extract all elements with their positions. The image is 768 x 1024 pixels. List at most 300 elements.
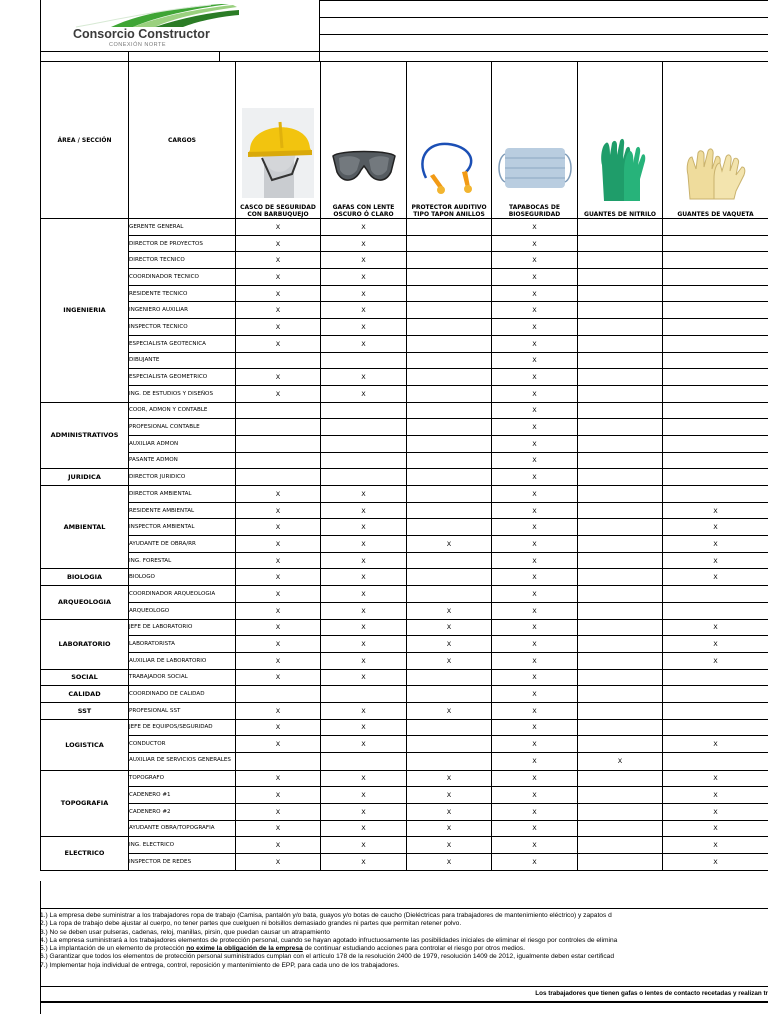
ppe-mark-cell: [578, 252, 663, 269]
cargo-cell: BIOLOGO: [129, 569, 236, 586]
table-row: [41, 319, 768, 336]
ppe-mark-cell: [407, 586, 492, 603]
ppe-mark-cell: X: [321, 536, 407, 553]
table-row: [41, 702, 768, 719]
ppe-mark-cell: [663, 335, 768, 352]
ppe-mark-cell: [321, 352, 407, 369]
ppe-mark-cell: X: [321, 319, 407, 336]
ppe-mark-cell: X: [236, 636, 321, 653]
table-row: [41, 219, 768, 236]
ppe-mark-cell: [663, 419, 768, 436]
ppe-mark-cell: X: [321, 302, 407, 319]
ppe-mark-cell: [236, 452, 321, 469]
ppe-mark-cell: [578, 486, 663, 503]
ppe-mark-cell: [663, 435, 768, 452]
ppe-mark-cell: [663, 385, 768, 402]
ppe-mark-cell: [407, 569, 492, 586]
ppe-mark-cell: [663, 285, 768, 302]
cargo-cell: CONDUCTOR: [129, 736, 236, 753]
ppe-mark-cell: X: [236, 269, 321, 286]
table-row: [41, 619, 768, 636]
area-cell: TOPOGRAFIA: [41, 770, 129, 837]
ppe-mark-cell: X: [492, 719, 578, 736]
ppe-mark-cell: [578, 385, 663, 402]
col-cargos-header: CARGOS: [129, 62, 236, 219]
ppe-mark-cell: X: [492, 753, 578, 771]
ppe-mark-cell: X: [492, 536, 578, 553]
ppe-mark-cell: X: [492, 385, 578, 402]
cargo-cell: AUXILIAR ADMON: [129, 435, 236, 452]
ppe-mark-cell: X: [321, 719, 407, 736]
ppe-mark-cell: [578, 235, 663, 252]
ppe-mark-cell: X: [321, 269, 407, 286]
header-line: [320, 51, 768, 52]
ppe-mark-cell: [407, 219, 492, 236]
ppe-mark-cell: [407, 502, 492, 519]
ppe-mark-cell: [578, 669, 663, 686]
notes-spacer: [40, 881, 768, 909]
ppe-matrix-table: [40, 61, 768, 871]
leather-gloves-icon: [680, 145, 752, 205]
ppe-mark-cell: [578, 702, 663, 719]
ppe-mark-cell: X: [321, 552, 407, 569]
ppe-mark-cell: X: [236, 285, 321, 302]
ppe-mark-cell: X: [321, 502, 407, 519]
cargo-cell: COORDINADOR TECNICO: [129, 269, 236, 286]
ppe-mark-cell: X: [236, 486, 321, 503]
cargo-cell: JEFE DE EQUIPOS/SEGURIDAD: [129, 719, 236, 736]
cargo-cell: AUXILIAR DE SERVICIOS GENERALES: [129, 753, 236, 771]
ppe-mark-cell: X: [236, 235, 321, 252]
col-ppe-header: [578, 62, 663, 219]
ppe-mark-cell: X: [236, 803, 321, 820]
ppe-mark-cell: X: [236, 669, 321, 686]
face-mask-icon: [497, 138, 573, 198]
ppe-mark-cell: X: [407, 652, 492, 669]
ppe-mark-cell: X: [492, 435, 578, 452]
logo-under-cells: [40, 52, 320, 61]
area-cell: BIOLOGIA: [41, 569, 129, 586]
col-ppe-header: [492, 62, 578, 219]
company-name: Consorcio Constructor: [73, 27, 210, 41]
ppe-mark-cell: [407, 669, 492, 686]
ppe-mark-cell: X: [236, 736, 321, 753]
ppe-mark-cell: [578, 419, 663, 436]
ppe-label-mask: TAPABOCAS DE BIOSEGURIDAD: [508, 203, 561, 218]
ppe-mark-cell: X: [236, 820, 321, 837]
ppe-mark-cell: [236, 435, 321, 452]
ppe-mark-cell: X: [492, 519, 578, 536]
ppe-mark-cell: X: [663, 552, 768, 569]
area-cell: ARQUEOLOGIA: [41, 586, 129, 619]
cargo-cell: CADENERO #1: [129, 787, 236, 804]
ppe-mark-cell: [578, 469, 663, 486]
ppe-mark-cell: [407, 452, 492, 469]
ppe-mark-cell: X: [492, 736, 578, 753]
ppe-mark-cell: [663, 486, 768, 503]
ppe-mark-cell: X: [492, 669, 578, 686]
ppe-mark-cell: X: [321, 669, 407, 686]
company-subtitle: CONEXIÓN NORTE: [109, 42, 167, 48]
area-cell: INGENIERIA: [41, 219, 129, 403]
ppe-mark-cell: [578, 285, 663, 302]
ppe-label-helmet: CASCO DE SEGURIDAD CON BARBUQUEJO: [240, 203, 316, 218]
ppe-mark-cell: [407, 285, 492, 302]
cargo-cell: PROFESIONAL CONTABLE: [129, 419, 236, 436]
ppe-mark-cell: [578, 853, 663, 870]
ppe-mark-cell: [663, 602, 768, 619]
ppe-mark-cell: X: [321, 820, 407, 837]
note-6: 6.) Garantizar que todos los elementos de protección personal suministrados cumplan con el artículo 178 de la resolución 2400 de 1979, resolución 1409 de 2012, igualmente deben estar certificad: [40, 953, 615, 961]
ppe-mark-cell: X: [321, 486, 407, 503]
ppe-mark-cell: X: [321, 619, 407, 636]
ppe-mark-cell: X: [492, 837, 578, 854]
ppe-mark-cell: [663, 319, 768, 336]
table-row: [41, 770, 768, 787]
table-row: [41, 552, 768, 569]
cargo-cell: DIRECTOR JURIDICO: [129, 469, 236, 486]
ppe-mark-cell: X: [492, 787, 578, 804]
ppe-mark-cell: [407, 252, 492, 269]
ppe-mark-cell: [321, 419, 407, 436]
table-row: [41, 235, 768, 252]
ppe-mark-cell: X: [236, 719, 321, 736]
cargo-cell: DIRECTOR AMBIENTAL: [129, 486, 236, 503]
ppe-mark-cell: X: [236, 385, 321, 402]
area-cell: CALIDAD: [41, 686, 129, 703]
cargo-cell: ING. DE ESTUDIOS Y DISEÑOS: [129, 385, 236, 402]
ppe-mark-cell: [578, 602, 663, 619]
ppe-mark-cell: X: [321, 335, 407, 352]
ppe-mark-cell: [578, 435, 663, 452]
note-4: 4.) La empresa suministrará a los trabajadores elementos de protección personal, cuando se hayan agotado infructuosamente las posibilidades iniciales de eliminar el riesgo por controles de elimina: [40, 936, 618, 944]
cargo-cell: GERENTE GENERAL: [129, 219, 236, 236]
table-row: [41, 602, 768, 619]
cargo-cell: COOR, ADMON Y CONTABLE: [129, 402, 236, 419]
ppe-mark-cell: X: [663, 569, 768, 586]
cargo-cell: INSPECTOR TECNICO: [129, 319, 236, 336]
col-ppe-header: [663, 62, 768, 219]
ppe-mark-cell: X: [321, 235, 407, 252]
ppe-mark-cell: [663, 452, 768, 469]
ppe-mark-cell: X: [492, 319, 578, 336]
ppe-mark-cell: [578, 820, 663, 837]
cargo-cell: PROFESIONAL SST: [129, 702, 236, 719]
header-line: [320, 34, 768, 35]
table-row: [41, 803, 768, 820]
ppe-mark-cell: X: [236, 770, 321, 787]
ppe-mark-cell: X: [321, 770, 407, 787]
ppe-mark-cell: [407, 319, 492, 336]
ppe-mark-cell: X: [236, 652, 321, 669]
ppe-mark-cell: X: [407, 820, 492, 837]
ppe-mark-cell: [578, 770, 663, 787]
ppe-mark-cell: [578, 803, 663, 820]
ppe-mark-cell: [407, 369, 492, 386]
ppe-mark-cell: [407, 469, 492, 486]
ppe-mark-cell: X: [492, 252, 578, 269]
ppe-mark-cell: X: [663, 853, 768, 870]
ppe-mark-cell: X: [492, 619, 578, 636]
note-1: 1.) La empresa debe suministrar a los trabajadores ropa de trabajo (Camisa, pantalón y/o bata, guayos y/o botas de caucho (Dieléctricas para trabajadores de mantenimiento eléctrico) y zapatos d: [40, 912, 612, 919]
table-row: [41, 536, 768, 553]
ppe-mark-cell: X: [321, 285, 407, 302]
table-row: [41, 636, 768, 653]
ppe-mark-cell: X: [321, 652, 407, 669]
ppe-mark-cell: [407, 402, 492, 419]
ppe-mark-cell: X: [663, 787, 768, 804]
area-cell: ADMINISTRATIVOS: [41, 402, 129, 469]
ppe-mark-cell: X: [407, 787, 492, 804]
ppe-mark-cell: [578, 586, 663, 603]
cargo-cell: COORDINADO DE CALIDAD: [129, 686, 236, 703]
ppe-mark-cell: [663, 269, 768, 286]
ppe-mark-cell: [321, 686, 407, 703]
cargo-cell: TRABAJADOR SOCIAL: [129, 669, 236, 686]
ppe-mark-cell: [578, 652, 663, 669]
ppe-mark-cell: X: [492, 636, 578, 653]
area-cell: LOGISTICA: [41, 719, 129, 770]
ppe-mark-cell: X: [492, 686, 578, 703]
ppe-mark-cell: X: [236, 586, 321, 603]
cargo-cell: PASANTE ADMON: [129, 452, 236, 469]
cargo-cell: LABORATORISTA: [129, 636, 236, 653]
cargo-cell: DIRECTOR TECNICO: [129, 252, 236, 269]
table-row: [41, 787, 768, 804]
table-row: [41, 652, 768, 669]
ppe-mark-cell: X: [492, 402, 578, 419]
ppe-mark-cell: [663, 586, 768, 603]
document-header: [40, 0, 768, 61]
ppe-mark-cell: [663, 352, 768, 369]
ppe-mark-cell: [578, 402, 663, 419]
area-cell: SOCIAL: [41, 669, 129, 686]
ppe-mark-cell: [578, 452, 663, 469]
ppe-mark-cell: X: [492, 452, 578, 469]
ppe-mark-cell: X: [236, 219, 321, 236]
ppe-mark-cell: [407, 352, 492, 369]
ppe-mark-cell: [663, 402, 768, 419]
ppe-mark-cell: X: [321, 636, 407, 653]
table-row: [41, 269, 768, 286]
ppe-mark-cell: X: [407, 636, 492, 653]
table-row: [41, 486, 768, 503]
ppe-label-leather: GUANTES DE VAQUETA: [677, 210, 754, 218]
ppe-mark-cell: [663, 369, 768, 386]
table-row: [41, 569, 768, 586]
table-row: [41, 669, 768, 686]
table-row: [41, 452, 768, 469]
ppe-mark-cell: X: [663, 820, 768, 837]
ppe-mark-cell: [236, 686, 321, 703]
cargo-cell: INGENIERO AUXILIAR: [129, 302, 236, 319]
ppe-mark-cell: X: [492, 652, 578, 669]
ppe-mark-cell: [407, 736, 492, 753]
ppe-mark-cell: X: [492, 352, 578, 369]
table-row: [41, 502, 768, 519]
ppe-mark-cell: [407, 335, 492, 352]
ppe-mark-cell: [407, 269, 492, 286]
ppe-mark-cell: [578, 719, 663, 736]
ppe-mark-cell: X: [492, 803, 578, 820]
ppe-mark-cell: X: [236, 519, 321, 536]
ppe-mark-cell: X: [663, 502, 768, 519]
cargo-cell: RESIDENTE AMBIENTAL: [129, 502, 236, 519]
col-ppe-header: [236, 62, 321, 219]
ppe-mark-cell: X: [236, 319, 321, 336]
cargo-cell: COORDINADOR ARQUEOLOGIA: [129, 586, 236, 603]
ppe-mark-cell: X: [321, 369, 407, 386]
table-row: [41, 402, 768, 419]
col-area-header: ÁREA / SECCIÓN: [41, 62, 129, 219]
area-cell: SST: [41, 702, 129, 719]
cargo-cell: DIRECTOR DE PROYECTOS: [129, 235, 236, 252]
ppe-mark-cell: [663, 252, 768, 269]
cargo-cell: INSPECTOR DE REDES: [129, 853, 236, 870]
ppe-mark-cell: X: [663, 536, 768, 553]
ppe-mark-cell: [578, 502, 663, 519]
cargo-cell: ING. FORESTAL: [129, 552, 236, 569]
ppe-mark-cell: X: [321, 519, 407, 536]
ppe-mark-cell: X: [663, 652, 768, 669]
table-row: [41, 586, 768, 603]
cargo-cell: DIBUJANTE: [129, 352, 236, 369]
ppe-mark-cell: X: [492, 586, 578, 603]
ppe-mark-cell: X: [663, 619, 768, 636]
ppe-mark-cell: X: [492, 702, 578, 719]
ppe-mark-cell: X: [492, 469, 578, 486]
ppe-mark-cell: X: [407, 602, 492, 619]
ppe-mark-cell: X: [407, 837, 492, 854]
logo-cell: [40, 0, 320, 52]
ppe-mark-cell: X: [492, 486, 578, 503]
ppe-mark-cell: [321, 753, 407, 771]
ppe-mark-cell: X: [663, 770, 768, 787]
ppe-mark-cell: X: [492, 552, 578, 569]
ppe-mark-cell: [578, 787, 663, 804]
ppe-mark-cell: [321, 452, 407, 469]
ppe-label-nitrile: GUANTES DE NITRILO: [584, 210, 656, 218]
area-cell: AMBIENTAL: [41, 486, 129, 569]
note-7: 7.) Implementar hoja individual de entrega, control, reposición y mantenimiento de EPP, para cada uno de los trabajadores.: [40, 961, 400, 969]
ppe-mark-cell: [578, 352, 663, 369]
footer-note: Los trabajadores que tienen gafas o lentes de contacto recetadas y realizan tr: [535, 990, 768, 997]
table-row: [41, 519, 768, 536]
header-line: [320, 17, 768, 18]
ppe-mark-cell: X: [492, 285, 578, 302]
area-cell: ELECTRICO: [41, 837, 129, 870]
table-row: [41, 469, 768, 486]
ppe-mark-cell: X: [236, 335, 321, 352]
nitrile-gloves-icon: [590, 135, 650, 205]
ppe-mark-cell: X: [321, 219, 407, 236]
ppe-mark-cell: [236, 352, 321, 369]
ppe-mark-cell: X: [663, 519, 768, 536]
ppe-mark-cell: X: [236, 302, 321, 319]
ppe-mark-cell: [578, 636, 663, 653]
ppe-mark-cell: X: [321, 787, 407, 804]
ppe-mark-cell: X: [492, 369, 578, 386]
ppe-mark-cell: X: [407, 536, 492, 553]
ppe-mark-cell: X: [492, 235, 578, 252]
cargo-cell: TOPOGRAFO: [129, 770, 236, 787]
ppe-mark-cell: [663, 753, 768, 771]
ppe-mark-cell: X: [407, 853, 492, 870]
note-2: 2.) La ropa de trabajo debe ajustar al cuerpo, no tener partes que cuelguen ni bolsillos demasiado grandes ni partes que permitan retener polvo.: [40, 920, 462, 928]
ppe-mark-cell: [663, 302, 768, 319]
ppe-mark-cell: X: [492, 302, 578, 319]
ppe-mark-cell: X: [492, 602, 578, 619]
ppe-mark-cell: [236, 753, 321, 771]
ppe-label-glasses: GAFAS CON LENTE OSCURO Ó CLARO: [332, 203, 395, 218]
table-row: [41, 285, 768, 302]
note-5-c: de continuar estudiando acciones para controlar el riesgo por otros medios.: [302, 945, 525, 953]
ppe-mark-cell: X: [321, 569, 407, 586]
ppe-mark-cell: [663, 719, 768, 736]
table-row: [41, 419, 768, 436]
table-row: [41, 719, 768, 736]
ppe-mark-cell: X: [492, 770, 578, 787]
ppe-mark-cell: X: [236, 569, 321, 586]
table-row: [41, 335, 768, 352]
ppe-mark-cell: [578, 569, 663, 586]
ppe-mark-cell: [663, 669, 768, 686]
table-row: [41, 302, 768, 319]
ppe-mark-cell: [407, 552, 492, 569]
ppe-mark-cell: X: [492, 419, 578, 436]
note-5-a: 5.) La implantación de un elemento de protección: [40, 945, 187, 953]
ppe-mark-cell: X: [321, 586, 407, 603]
ppe-mark-cell: X: [663, 803, 768, 820]
cargo-cell: ARQUEOLOGO: [129, 602, 236, 619]
ppe-mark-cell: X: [492, 569, 578, 586]
ppe-mark-cell: X: [321, 853, 407, 870]
header-line: [320, 0, 768, 1]
cargo-cell: INSPECTOR AMBIENTAL: [129, 519, 236, 536]
cargo-cell: ESPECIALISTA GEOMETRICO: [129, 369, 236, 386]
ppe-mark-cell: X: [663, 736, 768, 753]
ppe-mark-cell: X: [321, 702, 407, 719]
matrix-body: [41, 219, 768, 871]
ppe-mark-cell: [578, 302, 663, 319]
ppe-mark-cell: X: [236, 502, 321, 519]
ppe-mark-cell: [236, 419, 321, 436]
ppe-mark-cell: X: [492, 269, 578, 286]
ppe-mark-cell: X: [492, 219, 578, 236]
ppe-mark-cell: X: [321, 837, 407, 854]
cargo-cell: AYUDANTE DE OBRA/RR: [129, 536, 236, 553]
cargo-cell: ESPECIALISTA GEOTECNICA: [129, 335, 236, 352]
ppe-mark-cell: X: [321, 803, 407, 820]
table-row: [41, 820, 768, 837]
ppe-mark-cell: X: [492, 853, 578, 870]
ppe-mark-cell: [578, 686, 663, 703]
company-logo-icon: [71, 3, 241, 29]
cargo-cell: AYUDANTE OBRA/TOPOGRAFIA: [129, 820, 236, 837]
cargo-cell: RESIDENTE TECNICO: [129, 285, 236, 302]
ppe-mark-cell: [407, 419, 492, 436]
note-5: [40, 945, 768, 953]
ppe-mark-cell: [663, 469, 768, 486]
ppe-mark-cell: [407, 686, 492, 703]
cargo-cell: JEFE DE LABORATORIO: [129, 619, 236, 636]
ppe-mark-cell: X: [321, 385, 407, 402]
ppe-mark-cell: [407, 486, 492, 503]
ppe-mark-cell: [578, 219, 663, 236]
table-row: [41, 837, 768, 854]
table-row: [41, 252, 768, 269]
ppe-mark-cell: [236, 469, 321, 486]
